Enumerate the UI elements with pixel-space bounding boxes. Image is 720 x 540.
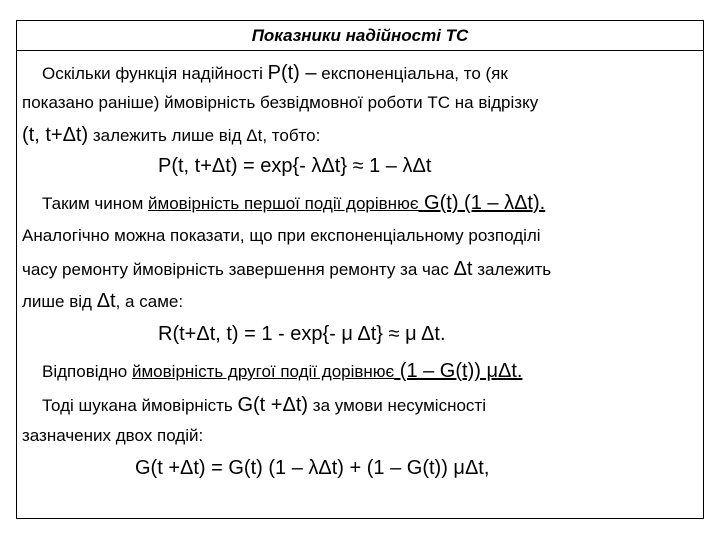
expression-underlined: (1 – G(t)) μΔt. [394, 360, 523, 382]
text-span: залежить [472, 260, 552, 279]
formula-3: G(t +Δt) = G(t) (1 – λΔt) + (1 – G(t)) μΔt, [135, 457, 490, 479]
delta-t: Δt [453, 258, 473, 280]
function-p-t: P(t) – [267, 62, 317, 84]
text-span: за умови несумісності [308, 396, 486, 415]
interval: (t, t+Δt) [22, 124, 89, 146]
expression: G(t +Δt) [237, 394, 309, 416]
paragraph-1-line-1 [42, 62, 508, 85]
underlined-text: ймовірність першої події дорівнює [148, 194, 419, 213]
text-span: залежить лише від [88, 126, 247, 145]
text-span: Таким чином [42, 194, 149, 213]
paragraph-1-line-2: показано раніше) ймовірність безвідмовної роботи ТС на відрізку [22, 93, 539, 112]
delta-t: Δt [246, 126, 263, 145]
paragraph-3-line-1: Аналогічно можна показати, що при експоненціальному розподілі [22, 226, 541, 245]
paragraph-1-line-3 [22, 124, 320, 147]
text-span: Відповідно [42, 362, 132, 381]
expression-underlined: G(t) (1 – λΔt). [418, 192, 546, 214]
paragraph-3-line-3 [22, 290, 183, 313]
text-span: Оскільки функція надійності [42, 64, 268, 83]
text-span: , тобто: [262, 126, 321, 145]
paragraph-5-line-2: зазначених двох подій: [22, 426, 204, 445]
paragraph-5-line-1 [42, 394, 486, 417]
underlined-text: ймовірність другої події дорівнює [132, 362, 395, 381]
formula-1: P(t, t+Δt) = exp{- λΔt} ≈ 1 – λΔt [158, 155, 432, 177]
text-span: експоненціальна, то (як [316, 64, 508, 83]
delta-t: Δt [96, 290, 116, 312]
paragraph-3-line-2 [22, 258, 551, 281]
text-span: Тоді шукана ймовірність [42, 396, 238, 415]
text-span: часу ремонту ймовірність завершення ремонту за час [22, 260, 454, 279]
text-span: , а саме: [115, 292, 184, 311]
text-span: лише від [22, 292, 97, 311]
slide-title: Показники надійності ТС [17, 21, 703, 51]
paragraph-4 [42, 360, 522, 383]
paragraph-2 [42, 192, 545, 215]
formula-2: R(t+Δt, t) = 1 - exp{- μ Δt} ≈ μ Δt. [158, 323, 446, 345]
